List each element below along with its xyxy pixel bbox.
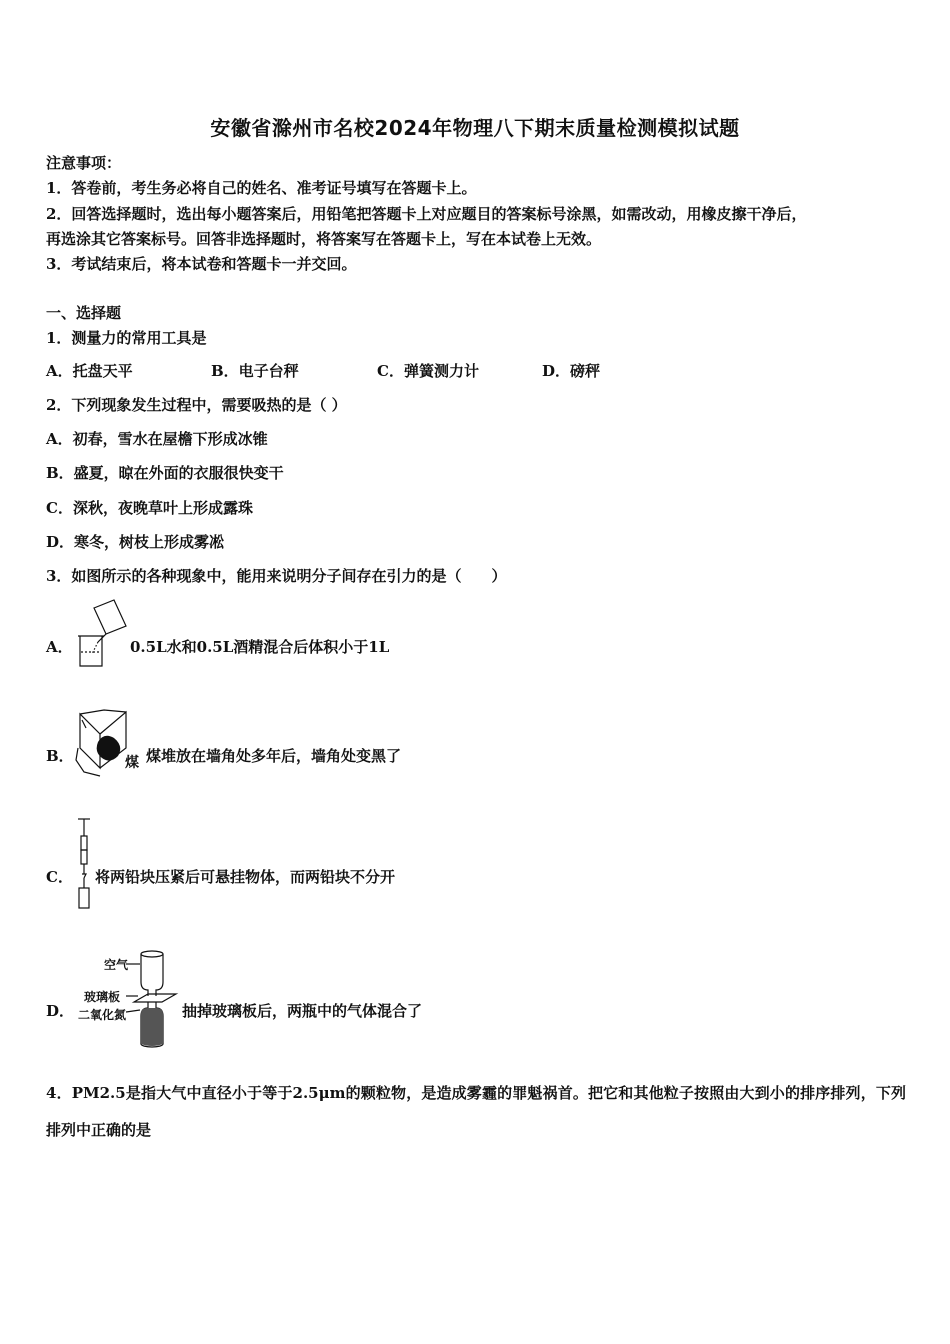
question-3-option-b-text: 煤堆放在墙角处多年后，墙角处变黑了 [146,747,402,765]
question-2-option-d: D．寒冬，树枝上形成雾凇 [46,533,225,551]
lead-blocks-figure [74,816,94,912]
notice-item-3: 3．考试结束后，将本试卷和答题卡一并交回。 [46,255,357,273]
notice-heading: 注意事项： [46,154,122,172]
notice-item-2-line-1: 2．回答选择题时，选出每小题答案后，用铅笔把答题卡上对应题目的答案标号涂黑，如需改动，用橡皮擦干净后， [46,205,807,223]
gas-diffusion-bottles-figure [126,946,182,1050]
question-1-stem: 1．测量力的常用工具是 [46,329,207,347]
section-heading: 一、选择题 [46,304,122,322]
question-2-option-b: B．盛夏，晾在外面的衣服很快变干 [46,464,284,482]
nitrogen-dioxide-label: 二氧化氮 [78,1008,127,1022]
question-1-option-c: C．弹簧测力计 [377,362,479,380]
question-3-stem: 3．如图所示的各种现象中，能用来说明分子间存在引力的是（ ） [46,567,507,585]
air-label: 空气 [104,958,129,972]
question-3-option-c-label: C． [46,868,73,886]
glass-plate-label: 玻璃板 [84,990,121,1004]
notice-item-2-line-2: 再选涂其它答案标号。回答非选择题时，将答案写在答题卡上，写在本试卷上无效。 [46,230,602,248]
question-3-option-a-label: A． [46,638,73,656]
coal-figure-label: 煤 [125,755,139,771]
question-2-stem: 2．下列现象发生过程中，需要吸热的是（ ） [46,396,347,414]
question-3-option-a-text: 0.5L水和0.5L酒精混合后体积小于1L [130,638,390,656]
question-1-option-d: D．磅秤 [542,362,601,380]
question-1-option-b: B．电子台秤 [211,362,299,380]
question-4-stem: 4．PM2.5是指大气中直径小于等于2.5μm的颗粒物，是造成雾霾的罪魁祸首。把它和其他粒子按照由大到小的排序排列，下列排列中正确的是 [46,1084,906,1139]
question-1-option-a: A．托盘天平 [46,362,133,380]
beakers-pouring-figure [72,598,130,670]
question-3-option-d-label: D． [46,1002,75,1020]
question-3-option-b-label: B． [46,747,74,765]
question-2-option-a: A．初春，雪水在屋檐下形成冰锥 [46,430,268,448]
notice-item-1: 1．答卷前，考生务必将自己的姓名、准考证号填写在答题卡上。 [46,179,477,197]
question-3-option-d-text: 抽掉玻璃板后，两瓶中的气体混合了 [182,1002,423,1020]
question-3-option-c-text: 将两铅块压紧后可悬挂物体，而两铅块不分开 [95,868,396,886]
question-2-option-c: C．深秋，夜晚草叶上形成露珠 [46,499,253,517]
page-title: 安徽省滁州市名校2024年物理八下期末质量检测模拟试题 [210,116,740,140]
